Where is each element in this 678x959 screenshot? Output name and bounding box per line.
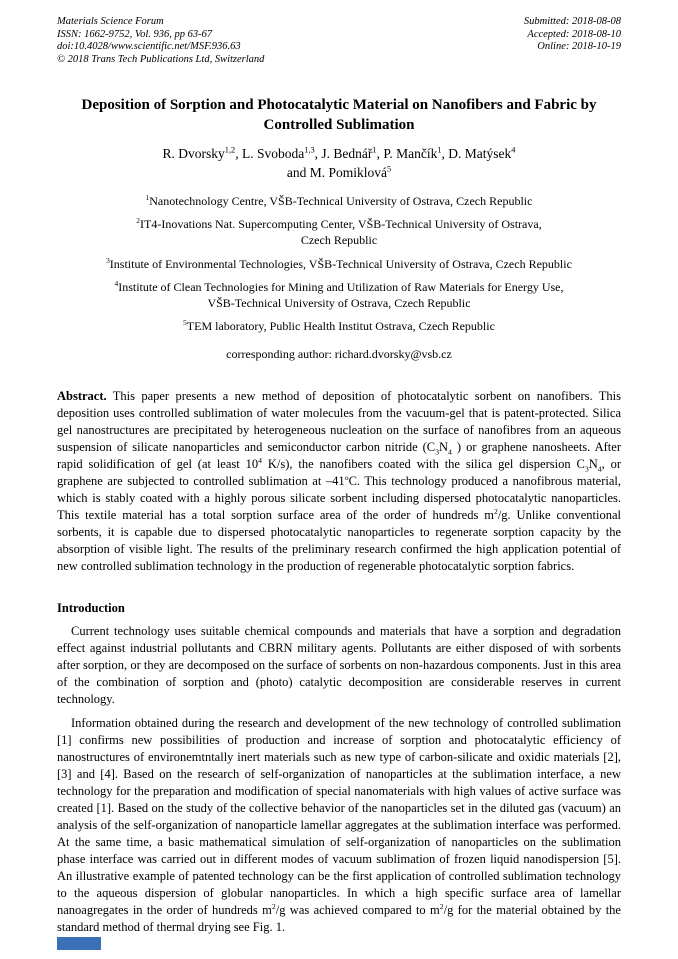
submission-dates — [524, 16, 621, 66]
section-heading-introduction: Introduction — [57, 600, 125, 615]
abstract-paragraph: Abstract. This paper presents a new method of deposition of photocatalytic sorbent on nanofibers. This deposition uses controlled sublimation of water molecules from the vacuum-gel that is patent-protected. Silica gel nanostructures are precipitated by heterogeneous nucleation on the surface of nanofibres from an aqueous suspension of silicate nanoparticles and semiconductor carbon nitride ($C_3N_4$ ) or graphene nanosheets. After rapid solidification of gel (at least $10^4$ K/s), the nanofibers coated with the silica gel dispersion $C_3N_4$, or graphene are subjected to controlled sublimation at –41$^o$C. This technology produced a nanofibrous material, which is stably coated with a highly porous silicate sorbent including dispersed photocatalytic nanoparticles. This textile material has a total sorption surface area of the order of hundreds $m^2/g$. Unlike conventional sorbents, it is capable due to dispersed photocatalytic nanoparticles to regenerate sorption capacity by the absorption of visible light. The results of the preliminary research confirmed the high application potential of new controlled sublimation technology in the production of regenerable photocatalytic sorption fabrics. — [57, 388, 622, 573]
authors-line: R. Dvorsky$^{1,2}$, L. Svoboda$^{1,3}$, J. Bednář$^1$, P. Mančík$^1$, D. Matýsek$^4$ and M. Pomiklová$^5$ — [162, 145, 516, 180]
accepted-date: Accepted: 2018-08-10 — [527, 28, 621, 40]
intro-paragraph-1: Current technology uses suitable chemical compounds and materials that have a sorption and degradation effect against industrial pollutants and CBRN military agents. Pollutants are either disposed of with sorbents after sorption, or they are decomposed on the surface of sorbents on non-hazardous components. Just in this area of the combination of sorption and (photo) catalytic decomposition are considerable reserves in current technology. — [57, 623, 621, 706]
journal-copyright-line: © 2018 Trans Tech Publications Ltd, Switzerland — [57, 53, 265, 65]
intro-paragraph-2: Information obtained during the research and development of the new technology of controlled sublimation [1] confirms new possibilities of production and increase of sorption and photocatalytic efficiency of nanostructures of environemtntally inert materials such as new type of carbon-silicate and oxidic materials [2], [3] and [4]. Based on the research of self-organization of nanoparticles at the sublimation interface, a new technology for the preparation and modification of special nanomaterials with high values of active surface was created [1]. Based on the study of the collective behavior of the nanoparticles set in the diluted gas (vacuum) an analysis of the self-organization of nanoparticle lamellar aggregates at the sublimation interface was performed. At the same time, a basic mathematical simulation of self-organization of nanoparticles on the sublimation phase interface was carried out in different modes of vacuum sublimation of frozen liquid nanodispersion [5]. An illustrative example of patented technology can be the first application of controlled sublimation technology to the aqueous dispersion of globular nanoparticles. In which a high specific surface area of lamellar nanoagregates in the order of hundreds $m^2/g$ was achieved compared to $m^2/g$ for the material obtained by the standard method of thermal drying see Fig. 1. — [57, 715, 621, 934]
journal-header — [57, 16, 621, 66]
affiliation-3: $^3$Institute of Environmental Technologies, VŠB-Technical University of Ostrava, Czech Republic — [106, 255, 572, 271]
corresponding-author-line: corresponding author: richard.dvorsky@vsb.cz — [226, 346, 452, 361]
affiliations-block — [57, 194, 621, 335]
affiliation-5: $^5$TEM laboratory, Public Health Institut Ostrava, Czech Republic — [183, 318, 495, 334]
affiliation-1: $^1$Nanotechnology Centre, VŠB-Technical University of Ostrava, Czech Republic — [145, 192, 533, 208]
journal-doi-line: doi:10.4028/www.scientific.net/MSF.936.63 — [57, 41, 241, 53]
submitted-date: Submitted: 2018-08-08 — [523, 16, 621, 27]
journal-name: Materials Science Forum — [57, 16, 164, 27]
affiliation-4: $^4$Institute of Clean Technologies for Mining and Utilization of Raw Materials for Energy Use, VŠB-Technical University of Ostrava, Czech Republic — [114, 279, 564, 310]
journal-issn-line: ISSN: 1662-9752, Vol. 936, pp 63-67 — [57, 28, 213, 40]
affiliation-2: $^2$IT4-Inovations Nat. Supercomputing Center, VŠB-Technical University of Ostrava, Czech Republic — [136, 216, 542, 247]
paper-title: Deposition of Sorption and Photocatalytic Material on Nanofibers and Fabric by Controlled Sublimation — [81, 97, 597, 133]
online-date: Online: 2018-10-19 — [537, 41, 621, 53]
footer-blue-mark — [57, 937, 101, 950]
journal-info — [57, 16, 264, 66]
